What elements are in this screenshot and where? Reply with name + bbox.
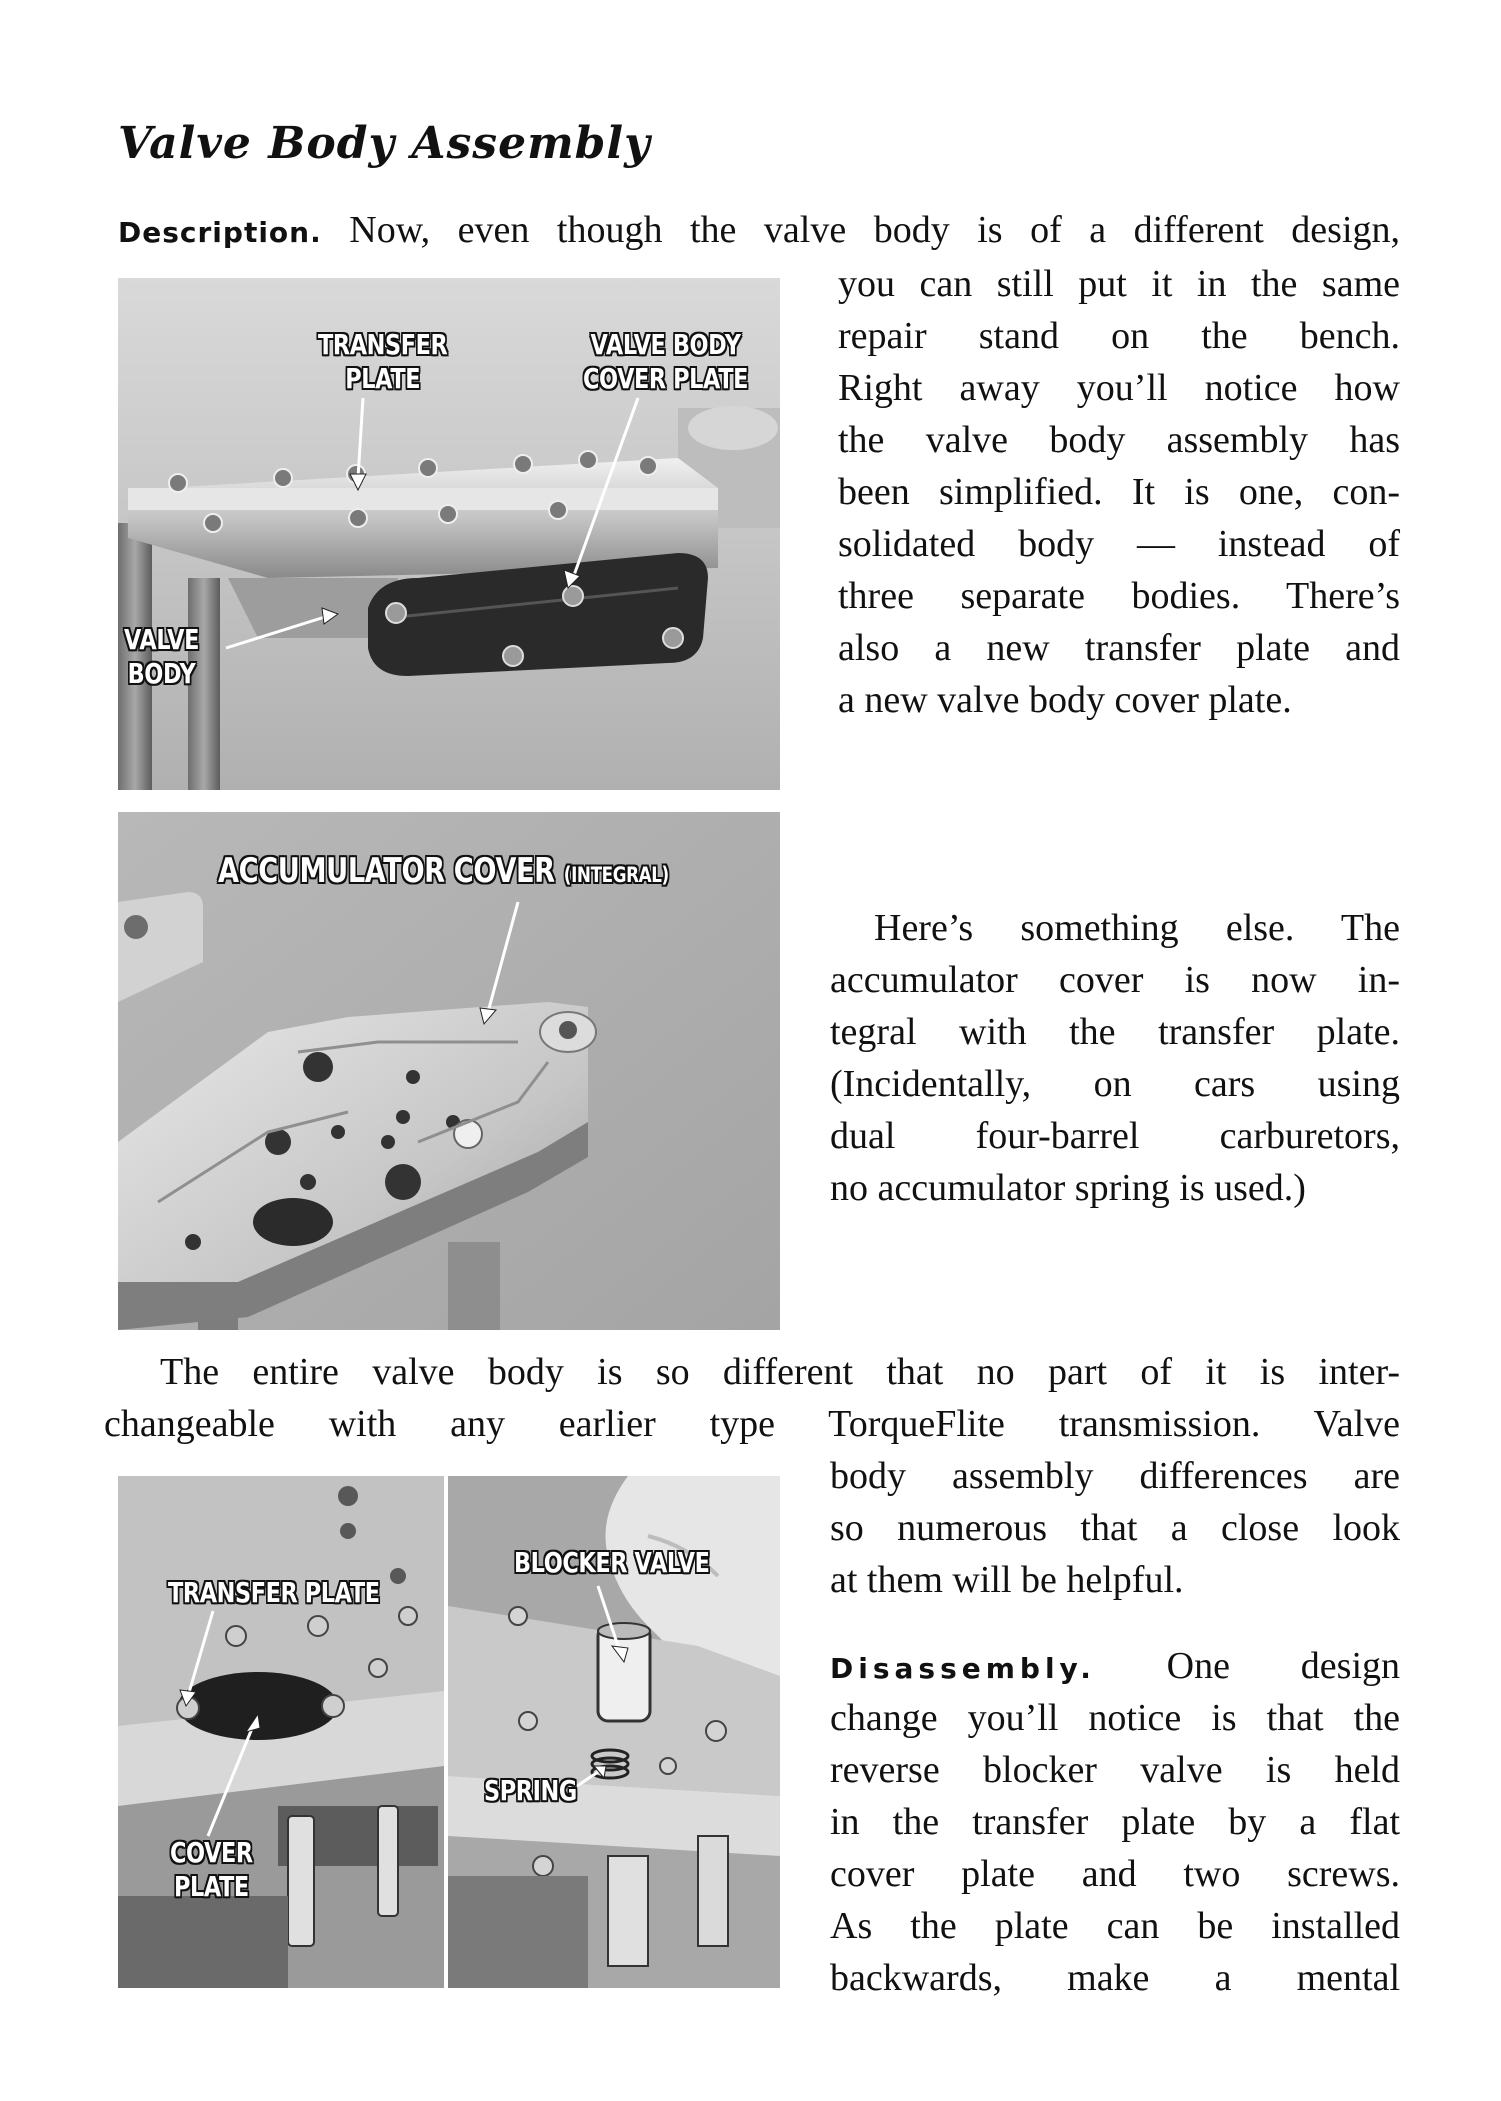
description-line-6: been simplified. It is one, con- — [838, 471, 1400, 513]
cover-plate-photo-art — [118, 1476, 444, 1988]
label-cover-plate: COVER PLATE — [170, 1836, 253, 1903]
disassembly-line-1: Disassembly. One design — [830, 1645, 1400, 1687]
label-spring: SPRING — [484, 1774, 577, 1807]
label-valve-body-cover-plate: VALVE BODY COVER PLATE — [583, 328, 749, 395]
interchange-line-5: at them will be helpful. — [830, 1559, 1184, 1601]
interchange-line-1: The entire valve body is so different that no part of it is inter- — [160, 1351, 1400, 1393]
disassembly-line-2: change you’ll notice is that the — [830, 1697, 1400, 1739]
interchange-line-3: body assembly differences are — [830, 1455, 1400, 1497]
accumulator-cover-photo — [118, 812, 780, 1330]
disassembly-line-6: As the plate can be installed — [830, 1905, 1400, 1947]
label-blocker-valve: BLOCKER VALVE — [514, 1546, 710, 1579]
label-accumulator-cover: ACCUMULATOR COVER (INTEGRAL) — [218, 851, 669, 891]
disassembly-line-3: reverse blocker valve is held — [830, 1749, 1400, 1791]
accumulator-line-1: Here’s something else. The — [874, 907, 1400, 949]
description-line-5: the valve body assembly has — [838, 419, 1400, 461]
accumulator-line-4: (Incidentally, on cars using — [830, 1063, 1400, 1105]
cover-plate-photo — [118, 1476, 444, 1988]
label-valve-body: VALVE BODY — [124, 623, 199, 690]
description-line-10: a new valve body cover plate. — [838, 679, 1292, 721]
interchange-line-4: so numerous that a close look — [830, 1507, 1400, 1549]
valve-body-photo — [118, 278, 780, 790]
description-line-2: you can still put it in the same — [838, 263, 1400, 305]
description-line-8: three separate bodies. There’s — [838, 575, 1400, 617]
accumulator-line-3: tegral with the transfer plate. — [830, 1011, 1400, 1053]
label-transfer-plate: TRANSFER PLATE — [318, 328, 448, 395]
accumulator-line-5: dual four-barrel carburetors, — [830, 1115, 1400, 1157]
description-line-7: solidated body — instead of — [838, 523, 1400, 565]
description-line-3: repair stand on the bench. — [838, 315, 1400, 357]
description-line-9: also a new transfer plate and — [838, 627, 1400, 669]
disassembly-heading: Disassembly. — [830, 1652, 1096, 1685]
interchange-line-2: changeable with any earlier type TorqueFlite transmission. Valve — [104, 1403, 1400, 1445]
description-line-1: Description. Now, even though the valve body is of a different design, — [118, 209, 1401, 251]
disassembly-line-4: in the transfer plate by a flat — [830, 1801, 1400, 1843]
accumulator-line-2: accumulator cover is now in- — [830, 959, 1400, 1001]
disassembly-line-5: cover plate and two screws. — [830, 1853, 1400, 1895]
label-transfer-plate-2: TRANSFER PLATE — [168, 1576, 380, 1609]
blocker-valve-photo — [448, 1476, 780, 1988]
accumulator-line-6: no accumulator spring is used.) — [830, 1167, 1306, 1209]
description-line-4: Right away you’ll notice how — [838, 367, 1400, 409]
disassembly-line-7: backwards, make a mental — [830, 1957, 1400, 1999]
page-title: Valve Body Assembly — [118, 118, 651, 169]
description-heading: Description. — [118, 216, 322, 249]
